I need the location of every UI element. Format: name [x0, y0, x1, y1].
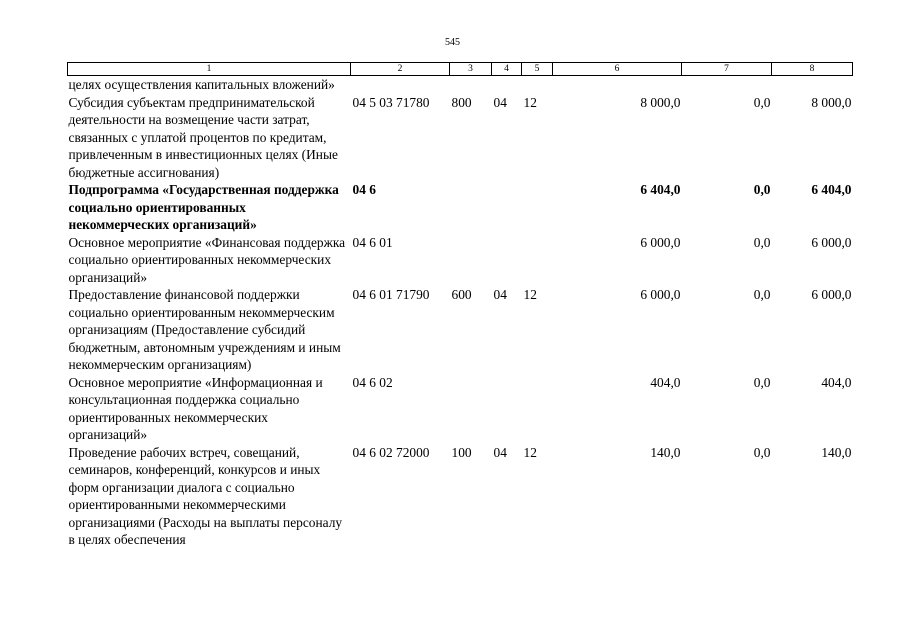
row-col-5: [522, 374, 553, 444]
page-number: 545: [445, 37, 460, 48]
row-col-4: 04: [493, 287, 507, 302]
row-value-6: [553, 76, 682, 94]
row-value-8: 140,0: [821, 444, 852, 460]
budget-table: [67, 62, 853, 549]
row-value-7: 0,0: [753, 234, 771, 250]
table-row: [68, 234, 853, 287]
row-name: Подпрограмма «Государственная поддержка социально ориентированных некоммерческих организаций»: [68, 182, 339, 232]
row-name: Проведение рабочих встреч, совещаний, семинаров, конференций, конкурсов и иных форм организации диалога с социально ориентированными некоммерческими организациями (Расходы на выплаты персоналу в целях обеспечения: [68, 444, 343, 547]
row-col-3: 600: [451, 287, 472, 302]
row-col-3: 800: [451, 94, 472, 110]
header-col-4: 4: [492, 63, 522, 76]
row-value-6: 6 000,0: [640, 234, 681, 250]
row-value-7: 0,0: [753, 287, 771, 302]
row-col-3: [450, 181, 492, 234]
row-col-5: [522, 234, 553, 287]
header-col-6: 6: [553, 63, 682, 76]
header-col-8: 8: [772, 63, 853, 76]
row-code: 04 6 02 72000: [352, 444, 430, 460]
row-value-7: 0,0: [753, 182, 771, 197]
header-col-1: 1: [68, 63, 351, 76]
row-name: Предоставление финансовой поддержки социально ориентированным некоммерческим организациям (Предоставление субсидий бюджетным, автономным учреждениям и иным некоммерческим организациям): [68, 287, 341, 372]
row-value-8: [772, 76, 853, 94]
row-value-7: 0,0: [753, 374, 771, 390]
header-col-7: 7: [682, 63, 772, 76]
row-col-3: 100: [451, 444, 472, 460]
row-col-3: [450, 374, 492, 444]
row-value-6: 6 000,0: [640, 287, 681, 302]
row-code: [351, 76, 450, 94]
row-value-6: 8 000,0: [640, 94, 681, 110]
row-col-5: [522, 181, 553, 234]
row-code: 04 5 03 71780: [352, 94, 430, 110]
row-value-7: [682, 76, 772, 94]
header-col-3: 3: [450, 63, 492, 76]
table-row: [68, 444, 853, 549]
row-value-8: 8 000,0: [811, 94, 852, 110]
row-col-5: [522, 76, 553, 94]
row-col-4: [492, 234, 522, 287]
table-row: [68, 94, 853, 182]
row-code: 04 6 02: [352, 374, 393, 390]
header-col-5: 5: [522, 63, 553, 76]
row-value-6: 140,0: [650, 444, 681, 460]
row-value-8: 6 000,0: [811, 234, 852, 250]
row-col-3: [450, 76, 492, 94]
row-col-4: [492, 374, 522, 444]
table-row: [68, 76, 853, 94]
row-col-4: 04: [493, 444, 507, 460]
table-row-subprogram: [68, 181, 853, 234]
row-code: 04 6 01: [352, 234, 393, 250]
row-col-5: 12: [523, 287, 537, 302]
row-code: 04 6: [352, 182, 376, 197]
row-name: Субсидия субъектам предпринимательской деятельности на возмещение части затрат, связанных с уплатой процентов по кредитам, привлеченным в инвестиционных целях (Иные бюджетные ассигнования): [68, 94, 338, 180]
table-row: [68, 286, 853, 374]
row-col-5: 12: [523, 94, 537, 110]
header-row: [68, 63, 853, 76]
row-value-7: 0,0: [753, 94, 771, 110]
row-col-3: [450, 234, 492, 287]
row-col-5: 12: [523, 444, 537, 460]
row-value-6: 404,0: [650, 374, 681, 390]
header-col-2: 2: [351, 63, 450, 76]
row-name: целях осуществления капитальных вложений»: [68, 77, 335, 92]
row-name: Основное мероприятие «Информационная и консультационная поддержка социально ориентированных некоммерческих организаций»: [68, 374, 323, 442]
row-col-4: [492, 181, 522, 234]
row-value-8: 404,0: [821, 374, 852, 390]
row-code: 04 6 01 71790: [352, 287, 430, 302]
row-value-8: 6 000,0: [811, 287, 852, 302]
row-col-4: 04: [493, 94, 507, 110]
row-value-6: 6 404,0: [640, 182, 681, 197]
row-value-8: 6 404,0: [811, 182, 852, 197]
table-row: [68, 374, 853, 444]
row-value-7: 0,0: [753, 444, 771, 460]
row-name: Основное мероприятие «Финансовая поддержка социально ориентированных некоммерческих организаций»: [68, 234, 346, 285]
row-col-4: [492, 76, 522, 94]
